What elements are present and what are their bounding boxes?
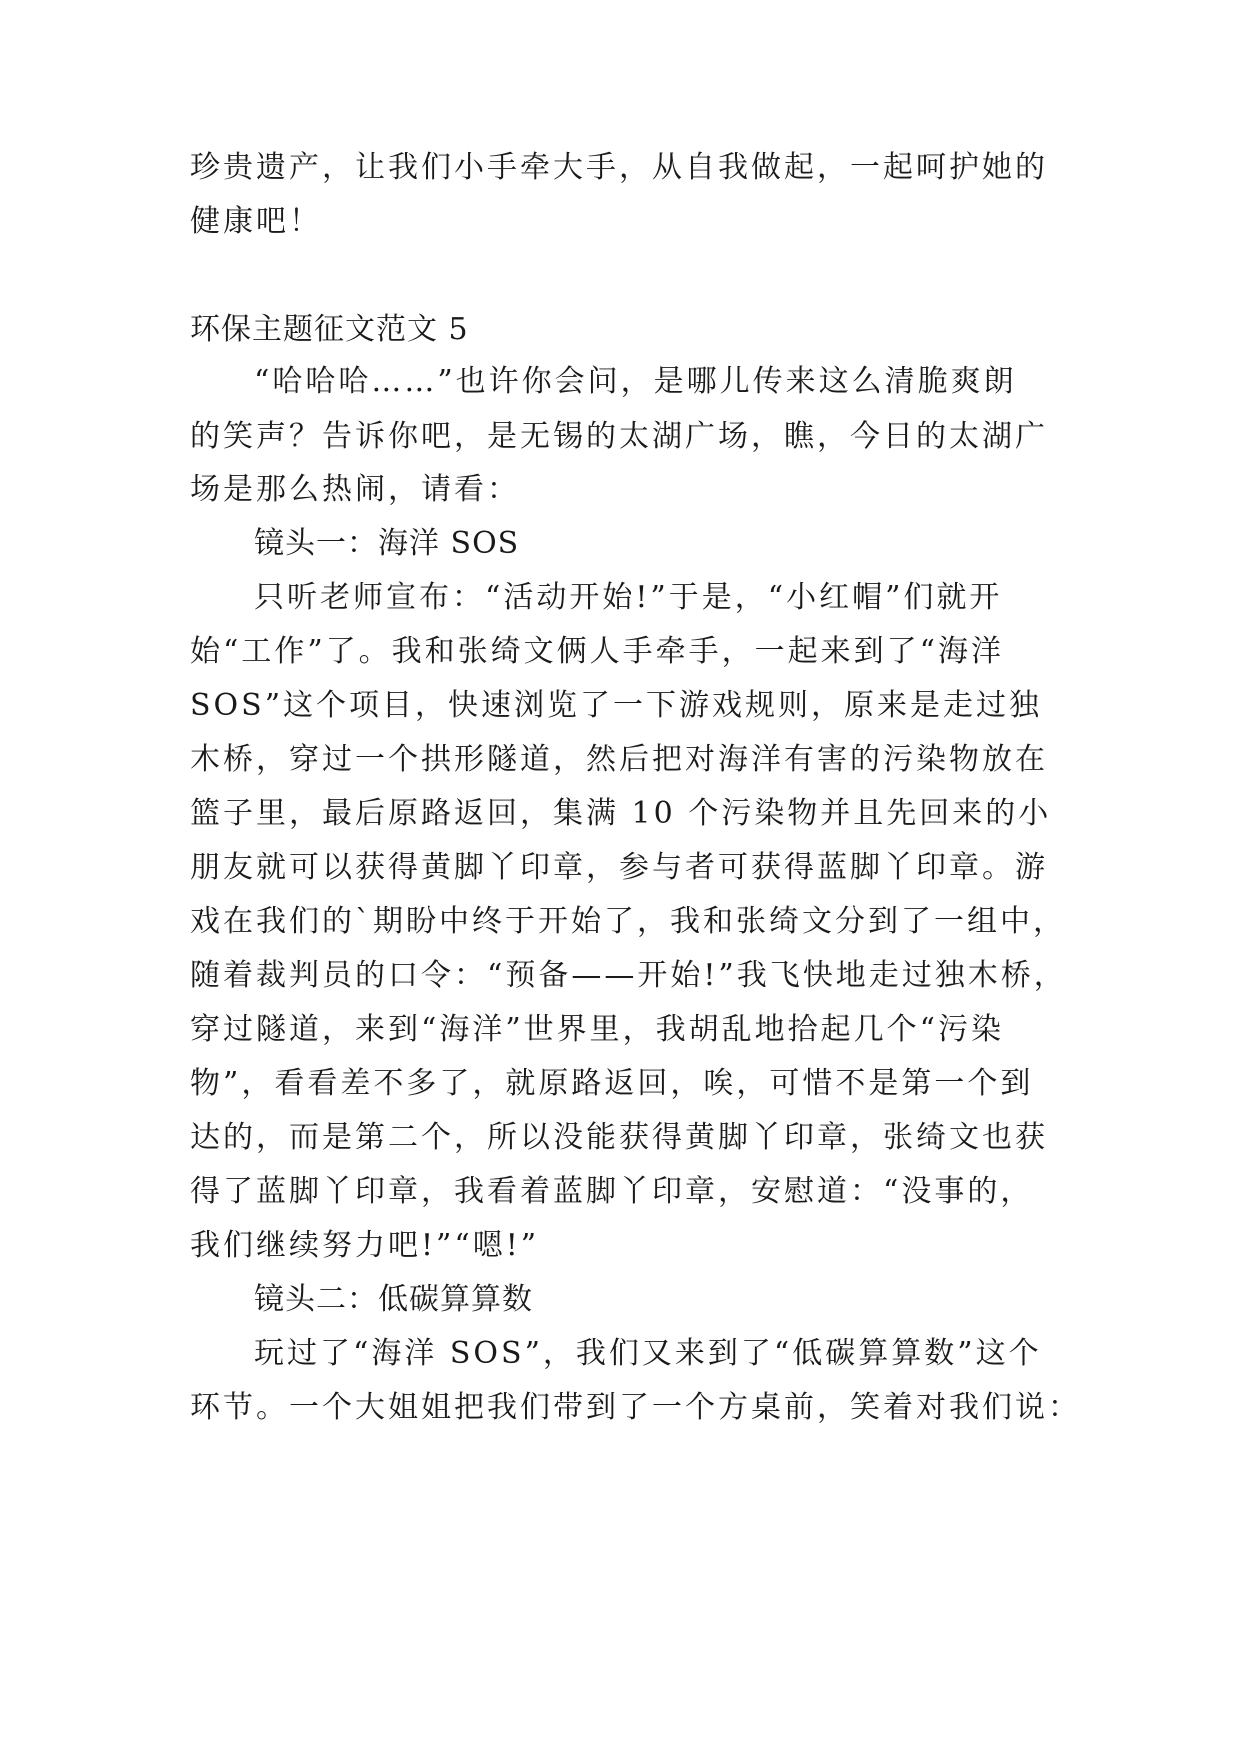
paragraph-line: 环节。一个大姐姐把我们带到了一个方桌前，笑着对我们说： (190, 1390, 1081, 1425)
section-title: 环保主题征文范文 5 (190, 312, 469, 347)
paragraph-line: 的笑声？告诉你吧，是无锡的太湖广场，瞧，今日的太湖广 (190, 419, 1048, 454)
paragraph-line: “哈哈哈……”也许你会问，是哪儿传来这么清脆爽朗 (254, 364, 1017, 399)
paragraph-line: 朋友就可以获得黄脚丫印章，参与者可获得蓝脚丫印章。游 (190, 850, 1048, 885)
paragraph-line: 物”，看看差不多了，就原路返回，唉，可惜不是第一个到 (190, 1066, 1034, 1101)
paragraph-line: SOS”这个项目，快速浏览了一下游戏规则，原来是走过独 (190, 688, 1043, 723)
paragraph-line: 场是那么热闹，请看： (190, 472, 520, 507)
paragraph-line: 木桥，穿过一个拱形隧道，然后把对海洋有害的污染物放在 (190, 742, 1048, 777)
paragraph-line: 我们继续努力吧!”“嗯!” (190, 1228, 540, 1263)
document-page (190, 0, 1081, 1754)
paragraph-line: 戏在我们的`期盼中终于开始了，我和张绮文分到了一组中， (190, 904, 1066, 939)
paragraph-line: 玩过了“海洋 SOS”，我们又来到了“低碳算算数”这个 (254, 1336, 1042, 1371)
paragraph-line: 始“工作”了。我和张绮文俩人手牵手，一起来到了“海洋 (190, 634, 1005, 669)
paragraph-line: 达的，而是第二个，所以没能获得黄脚丫印章，张绮文也获 (190, 1120, 1048, 1155)
paragraph-line: 只听老师宣布：“活动开始!”于是，“小红帽”们就开 (254, 580, 1003, 615)
paragraph-line: 随着裁判员的口令：“预备——开始!”我飞快地走过独木桥， (190, 958, 1067, 993)
paragraph-line: 穿过隧道，来到“海洋”世界里，我胡乱地拾起几个“污染 (190, 1012, 1005, 1047)
paragraph-line: 健康吧！ (190, 204, 322, 239)
subheading: 镜头一：海洋 SOS (254, 526, 520, 561)
paragraph-line: 篮子里，最后原路返回，集满 10 个污染物并且先回来的小 (190, 796, 1052, 831)
paragraph-line: 得了蓝脚丫印章，我看着蓝脚丫印章，安慰道：“没事的， (190, 1174, 1034, 1209)
subheading: 镜头二：低碳算算数 (254, 1282, 533, 1317)
paragraph-line: 珍贵遗产，让我们小手牵大手，从自我做起，一起呵护她的 (190, 150, 1048, 185)
